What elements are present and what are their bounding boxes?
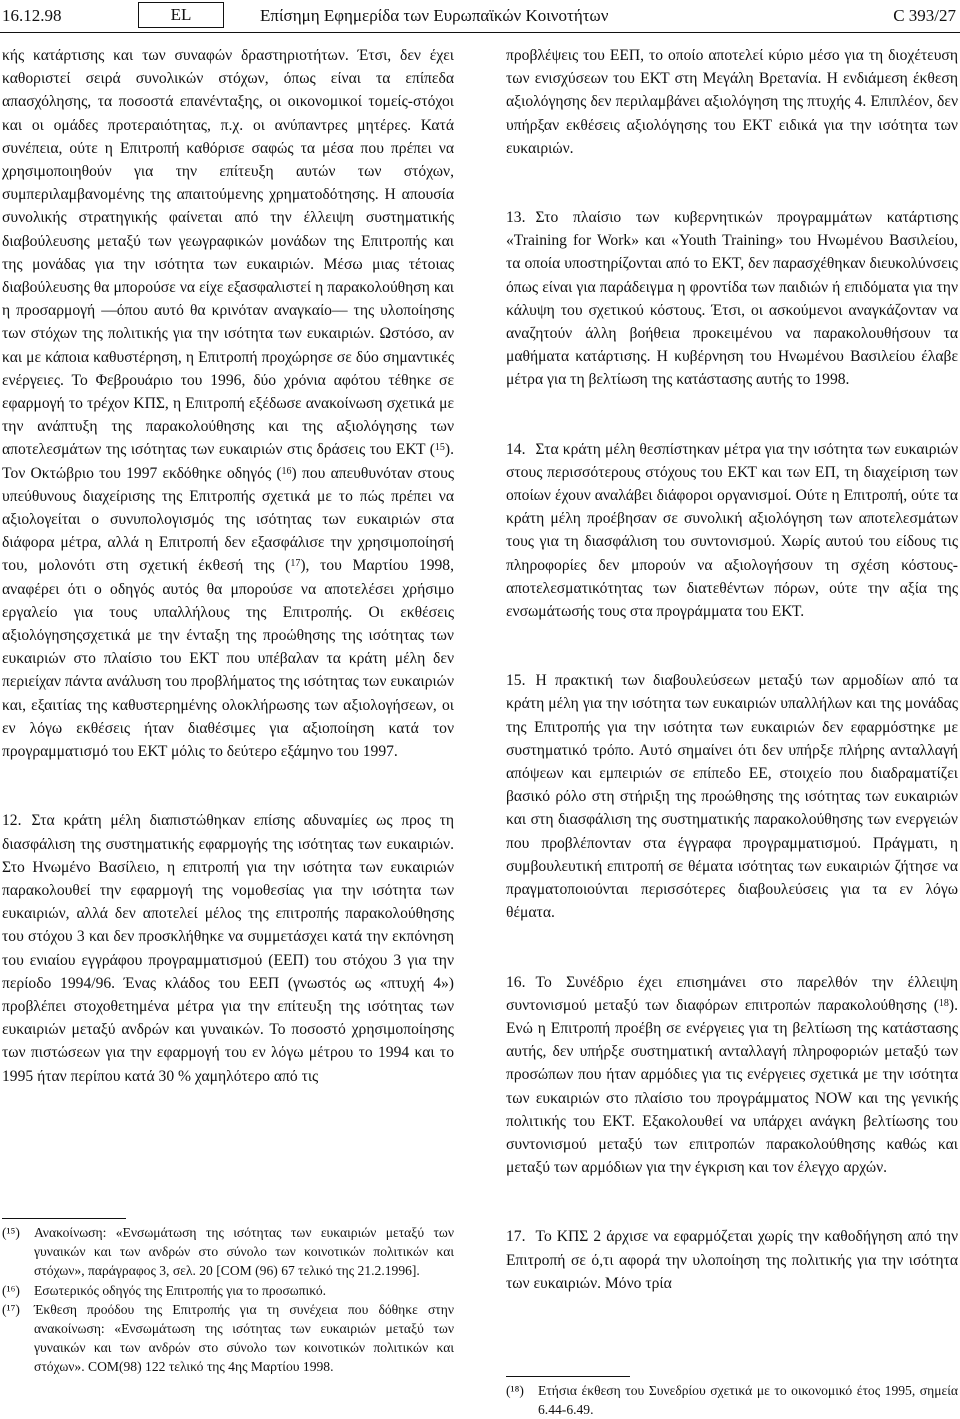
footnote-rule [2,1218,126,1219]
footnote-rule [506,1376,630,1377]
footnote-ref-15[interactable]: 15 [434,442,445,454]
issue-page: C 393/27 [893,6,956,25]
paragraph-15: 15. Η πρακτική των διαβουλεύσεων μεταξύ των αρμοδίων από τα κράτη μέλη για την ισότητα των ευκαιριών υπαλλήλων και της μονάδας της Επιτροπής για την ισότητα των ευκαιριών δεν εφαρμόστηκε με συστηματικό τρόπο. Αυτό σημαίνει ότι δεν υπήρξε πλήρης ανταλλαγή απόψεων και εμπειριών σε επίπεδο ΕΕ, στοιχείο που διαδραματίζει βασικό ρόλο στη στήριξη της προώθησης της ισότητας των ευκαιριών και στη διασφάλιση της συστηματικής παρακολούθησης των ενεργειών που προβλέπονταν στα έγγραφα προγραμματισμού. Πράγματι, η συμβουλευτική επιτροπή σε θέματα ισότητας των ευκαιριών ζήτησε να πραγματοποιούνται περισσότερες διαβουλεύσεις για τα εν λόγω θέματα. [506,672,958,922]
paragraph-number: 17. [506,1228,526,1246]
right-column [506,44,958,1295]
paragraph-continued: κής κατάρτισης και των συναφών δραστηριοτήτων. Έτσι, δεν έχει καθοριστεί σειρά συνολικών στόχων, όπως είναι τα επίπεδα απασχόλησης, τα ποσοστά επανένταξης, οι οικονομικοί τομείς-στόχοι και οι ομάδες προτεραιότητας, π.χ. οι ανύπαντρες μητέρες. Κατά συνέπεια, ούτε η Επιτροπή καθόρισε σαφώς τα μέσα που πρέπει να χρησιμοποιηθούν για την επίτευξη αυτών των στόχων, συμπεριλαμβανομένης της απαιτούμενης χρηματοδότησης. Η απουσία συνολικής στρατηγικής φαίνεται από την έλλειψη συστηματικής διαβούλευσης μεταξύ των γεωγραφικών μονάδων της Επιτροπής και της μονάδας για την ισότητα των ευκαιριών. Μέσω μιας τέτοιας διαβούλευσης θα μπορούσε να είχε εξασφαλιστεί η παρακολούθηση και η προσαρμογή —όπου αυτό θα κρινόταν αναγκαίο— της υλοποίησης των στόχων της πολιτικής για την ισότητα των ευκαιριών. Ωστόσο, αν και με κάποια καθυστέρηση, η Επιτροπή προχώρησε σε δύο σημαντικές ενέργειες. Το Φεβρουάριο του 1996, δύο χρόνια αφότου τέθηκε σε εφαρμογή το τρέχον ΚΠΣ, η Επιτροπή εξέδωσε ανακοίνωση σχετικά με την ανάπτυξη της παρακολούθησης και της αξιολόγησης των αποτελεσμάτων της ισότητας των ευκαιριών στις δράσεις του ΕΚΤ ($^{15}$). Τον Οκτώβριο του 1997 εκδόθηκε οδηγός ($^{16}$) που απευθυνόταν στους υπεύθυνους διαχείρισης της Επιτροπής σχετικά με το πώς πρέπει να αξιολογείται ο συνυπολογισμός της ισότητας των ευκαιριών στα διάφορα μέτρα, αλλά η Επιτροπή δεν εξασφάλισε την χρησιμοποίησή του, μολονότι στη σχετική έκθεσή της ($^{17}$), του Μαρτίου 1998, αναφέρει ότι ο οδηγός αυτός θα μπορούσε να αποτελέσει χρήσιμο εργαλείο για τους υπαλλήλους της Επιτροπής. Οι εκθέσεις αξιολόγησηςσχετικά με την ένταξη της προώθησης της ισότητας των ευκαιριών στο πλαίσιο του ΕΚΤ που υπέβαλαν τα κράτη μέλη δεν περιείχαν πάντα ανάλυση του προβλήματος της ισότητας των ευκαιριών και, εξαιτίας της καθυστερημένης ολοκλήρωσης των αξιολογήσεων, οι εν λόγω εκθέσεις ήταν διαθέσιμες για αξιοποίηση κατά τον προγραμματισμό του ΕΚΤ μόλις το δεύτερο εξάμηνο του 1997. [2,47,454,761]
paragraph-number: 16. [506,973,526,991]
language-badge: EL [138,2,224,28]
page-header [0,0,960,30]
paragraph-12: 12. Στα κράτη μέλη διαπιστώθηκαν επίσης αδυναμίες ως προς τη διασφάλιση της συστηματικής εφαρμογής της ισότητας των ευκαιριών. Στο Ηνωμένο Βασίλειο, η επιτροπή για την ισότητα των ευκαιριών παρακολουθεί την εφαρμογή της νομοθεσίας για την ισότητα των ευκαιριών, αλλά δεν αποτελεί μέλος της επιτροπής παρακολούθησης του στόχου 3 και δεν προσκλήθηκε να συμμετάσχει κατά την εκπόνηση του ενιαίου εγγράφου προγραμματισμού (ΕΕΠ) του στόχου 3 για την περίοδο 1994/96. Ένας κλάδος του ΕΕΠ (γνωστός ως «πτυχή 4») προβλέπει στοχοθετημένα μέτρα για την επίτευξη της ισότητας των ευκαιριών μεταξύ ανδρών και γυναικών. Το ποσοστό χρησιμοποίησης των πιστώσεων για την εφαρμογή του εν λόγω μέτρου το 1994 και το 1995 ήταν περίπου κατά 30 % χαμηλότερο από τις [2,812,454,1085]
paragraph-16: 16. Το Συνέδριο έχει επισημάνει στο παρελθόν την έλλειψη συντονισμού μεταξύ των διαφόρων επιτροπών παρακολούθησης ($^{18}$). Ενώ η Επιτροπή προέβη σε ενέργειες για τη βελτίωση της κατάστασης αυτής, δεν υπήρξε συστηματική ανταλλαγή πληροφοριών μεταξύ των προσώπων που ήταν αρμόδιες για τις ενέργειες σχετικά με την ισότητα των ευκαιριών στο πλαίσιο του προγράμματος NOW και της γενικής πολιτικής του ΕΚΤ. Εξακολουθεί να υπάρχει ανάγκη βελτίωσης του συντονισμού μεταξύ των επιτροπών παρακολούθησης καθώς και μεταξύ των αρμόδιων για την έγκριση και τον έλεγχο αρχών. [506,973,958,1177]
paragraph-number: 14. [506,440,526,458]
footnotes-left [2,1218,454,1377]
footnote-ref-18[interactable]: 18 [938,997,949,1009]
paragraph-13: 13. Στο πλαίσιο των κυβερνητικών προγραμμάτων κατάρτισης «Training for Work» και «Youth Training» του Ηνωμένου Βασιλείου, τα οποία υποστηρίζονται από το ΕΚΤ, δεν παρασχέθηκαν διευκολύνσεις όπως είναι για παράδειγμα η φροντίδα των παιδιών ή επιδόματα για την κάλυψη του σχετικού κόστους. Έτσι, οι ασκούμενοι αναγκάζονταν να αναζητούν άλλη βοήθεια προκειμένου να παρακολουθήσουν τα μαθήματα κατάρτισης. Η κυβέρνηση του Ηνωμένου Βασιλείου έλαβε μέτρα για τη βελτίωση της κατάστασης αυτής το 1998. [506,209,958,389]
left-column [2,44,454,1088]
paragraph-number: 13. [506,209,526,227]
footnotes-right [506,1376,958,1419]
footnote-17: (¹⁷) Έκθεση προόδου της Επιτροπής για τη συνέχεια που δόθηκε στην ανακοίνωση: «Ενσωμάτωση της ισότητας των ευκαιριών μεταξύ των γυναικών και των ανδρών στο σύνολο των κοινοτικών πολιτικών και στόχων». COM(98) 122 τελικό της 4ης Μαρτίου 1998. [2,1301,454,1375]
paragraph-14: 14. Στα κράτη μέλη θεσπίστηκαν μέτρα για την ισότητα των ευκαιριών στους περισσότερους στόχους του ΕΚΤ και των ΕΠ, τη διαχείριση των οποίων έχουν αναλάβει διάφοροι οργανισμοί. Ούτε η Επιτροπή, ούτε τα κράτη μέλη προέβησαν σε συνολική αξιολόγηση των αποτελεσμάτων τους για τη διασφάλιση του συντονισμού. Χωρίς αυτού του είδους τις πληροφορίες δεν μπορούν να αξιολογήσουν τη σχέση κόστους-αποτελεσματικότητας των διατεθέντων πόρων, ούτε την αξία της ενσωμάτωσής τους στα προγράμματα του ΕΚΤ. [506,440,958,621]
footnote-18: (¹⁸) Ετήσια έκθεση του Συνεδρίου σχετικά με το οικονομικό έτος 1995, σημεία 6.44-6.49. [506,1383,958,1418]
footnote-ref-17[interactable]: 17 [290,558,301,570]
paragraph-17: 17. Το ΚΠΣ 2 άρχισε να εφαρμόζεται χωρίς την καθοδήγηση από την Επιτροπή σε ό,τι αφορά την υλοποίηση της πολιτικής για την ισότητα των ευκαιριών. Μόνο τρία [506,1228,958,1292]
paragraph-continued-right: προβλέψεις του ΕΕΠ, το οποίο αποτελεί κύριο μέσο για τη διοχέτευση των ενισχύσεων του ΕΚΤ στη Μεγάλη Βρετανία. Η ενδιάμεση έκθεση αξιολόγησης δεν περιλαμβάνει αξιολόγηση της πτυχής 4. Επιπλέον, δεν υπήρξαν εκθέσεις αξιολόγησης του ΕΚΤ ειδικά για την ισότητα των ευκαιριών. [506,47,958,157]
footnote-16: (¹⁶) Εσωτερικός οδηγός της Επιτροπής για το προσωπικό. [2,1282,327,1298]
header-date: 16.12.98 [2,6,62,25]
paragraph-number: 12. [2,812,22,830]
footnote-ref-16[interactable]: 16 [281,465,292,477]
journal-title: Επίσημη Εφημερίδα των Ευρωπαϊκών Κοινοτήτων [260,6,609,25]
footnote-15: (¹⁵) Ανακοίνωση: «Ενσωμάτωση της ισότητας των ευκαιριών μεταξύ των γυναικών και των ανδρών στο σύνολο των κοινοτικών πολιτικών και στόχων», παράγραφος 3, σελ. 20 [COM (96) 67 τελικό της 21.2.1996]. [2,1225,454,1279]
header-rule [0,32,960,33]
paragraph-number: 15. [506,672,526,690]
